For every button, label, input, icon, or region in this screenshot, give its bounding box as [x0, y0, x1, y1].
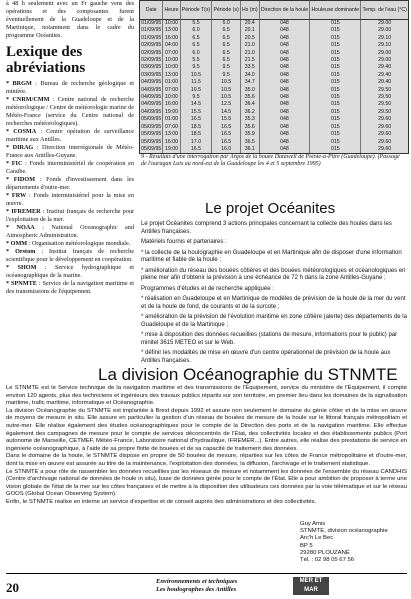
table-cell: 10:00	[163, 57, 180, 64]
lexicon-definition: : Fonds interministériel de coopération en Caraïbe.	[6, 160, 134, 175]
table-cell: 01/09/95	[141, 27, 162, 34]
table-cell: 02/09/95	[141, 57, 162, 64]
table-cell: 6.0	[180, 27, 212, 34]
table-row	[140, 87, 408, 94]
table-header-cell: Heure	[163, 1, 180, 20]
division-paragraph: La division Océanographie du STNMTE est implantée à Brest depuis 1992 et assure non seulement le domaine du génie côtier et de la mise en œuvre de moyens de mesure in situ. Elle assure en particulier la gestion d'un réseau de bouées de mesure de la houle sur le littoral français métropolitain et outre-mer. Elle réalise également des études océanographiques pour le compte de la Direction des ports et de la navigation maritime. Elle effectue également des campagnes de mesure pour le compte de services déconcentrés de l'État, des collectivités locales et des établissements publics (Port autonome de Marseille, CETMEF, Météo-France, Laboratoire national d'hydraulique, IFREMER...). Entre autres, elle réalise des prestations de service en ingénierie océanographique, à l'aide de sa propre flotte de bouées et de sa capacité de traitement des données.	[6, 407, 407, 452]
lexicon-item	[6, 248, 134, 264]
signature-line: Guy Amis	[300, 521, 326, 527]
table-header-cell: Date	[140, 1, 163, 20]
lexicon-abbr: * COSMA	[6, 128, 37, 135]
lexicon-definition: : Institut français de recherche pour l'exploitation de la mer.	[6, 208, 134, 223]
table-row	[140, 124, 408, 131]
table-cell: 07:00	[163, 50, 180, 57]
lexicon-abbr: * FRW	[6, 192, 27, 199]
table-cell: 16.5	[180, 116, 212, 123]
division-paragraph: Dans le domaine de la houle, le STNMTE dispose en propre de 50 bouées de mesure, réparties sur les côtes de France métropolitaine et d'outre-mer, dont la mise en œuvre est assurée au titre de la maintenance, l'exploitation des données, la diffusion, l'archivage et le traitement statistique.	[6, 453, 407, 467]
table-cell: 015	[310, 72, 361, 79]
table-cell: 29.40	[361, 72, 408, 79]
projet-paragraph: * amélioration de la prévision de l'évolution maritime en zone côtière (alerte) des départements de la Guadeloupe et de la Martinique ;	[141, 314, 407, 328]
table-header-cell: Direction de la houle	[259, 1, 310, 20]
lexicon-abbr: * DIRAG	[6, 144, 34, 151]
lexicon-definition: : Bureau de recherche géologique et minière.	[6, 80, 135, 95]
table-cell: 29.10	[361, 42, 408, 49]
table-cell: 015	[310, 124, 361, 131]
table-cell: 048	[259, 139, 310, 146]
table-cell: 21.0	[240, 42, 259, 49]
lexicon-list	[6, 80, 134, 296]
lexicon-definition: : Institut français de recherche scientifique pour le développement en coopération.	[6, 248, 134, 263]
table-cell: 29.50	[361, 101, 408, 108]
table-cell: 29.60	[361, 146, 408, 153]
table-cell: 03/09/95	[141, 71, 162, 78]
table-cell: 048	[259, 124, 310, 131]
projet-paragraph: * amélioration du réseau des bouées côtières et des bouées météorologiques et océanologiques en pleine mer afin d'obtenir la prévision à une échéance de 72 h dans la zone Antilles-Guyane ;	[141, 267, 406, 281]
table-row	[140, 57, 408, 64]
table-cell: 16:00	[163, 101, 180, 108]
table-cell: 20.4	[240, 20, 259, 28]
table-cell: 015	[310, 57, 361, 64]
table-cell: 9.5	[180, 94, 212, 101]
table-cell: 6.0	[180, 50, 212, 57]
table-cell: 015	[310, 94, 361, 101]
table-cell: 048	[259, 42, 310, 49]
table-cell: 35.0	[240, 87, 259, 94]
lexicon-abbr: * Orstom	[6, 248, 36, 255]
lexicon-abbr: * OMM	[6, 240, 28, 247]
logo-line-2: MAR	[304, 587, 318, 593]
projet-paragraph: Matériels fournis et partenaires :	[141, 239, 227, 245]
table-cell: 6.5	[212, 27, 241, 34]
table-cell: 9.5	[180, 64, 212, 71]
table-cell: 29.40	[361, 64, 408, 71]
projet-paragraph: * mise à disposition des données recueillies (stations de mesure, informations pour le public) par minitel 3615 METEO et sur le Web.	[141, 332, 398, 346]
lexicon-definition: : Fonds d'investissement dans les départements d'outre-mer.	[6, 176, 135, 191]
table-cell: 015	[310, 101, 361, 108]
table-cell: 33.5	[240, 64, 259, 71]
table-cell: 01/09/95	[141, 34, 162, 41]
table-cell: 36.1	[240, 146, 259, 153]
table-cell: 36.4	[240, 101, 259, 108]
table-cell: 10.5	[212, 79, 241, 86]
footer-line-1: Environnements et techniques	[156, 578, 238, 585]
lexicon-definition: : Centre national de recherche météorologique / Centre de météorologie marine de Météo-France (service du Centre national de recherches météorologiques).	[6, 96, 134, 127]
table-cell: 21.5	[240, 57, 259, 64]
table-cell: 07:00	[163, 124, 180, 131]
table-cell: 05/09/95	[141, 145, 162, 152]
lexicon-title: Lexique des abréviations	[6, 44, 86, 76]
table-cell: 20.5	[240, 35, 259, 42]
projet-paragraph: * définir les modalités de mise en œuvre d'un centre opérationnel de prévision de la houle aux Antilles françaises.	[141, 350, 391, 364]
table-cell: 02/09/95	[141, 42, 162, 49]
table-row	[140, 139, 408, 146]
table-cell: 048	[259, 57, 310, 64]
table-cell: 16.0	[212, 146, 241, 153]
table-cell: 05/09/95	[141, 138, 162, 145]
table-cell: 18.5	[180, 124, 212, 131]
table-cell: 015	[310, 64, 361, 71]
intro-text: à 48 h seulement avec un Fr gauche vens des opérations et des composantes furent éventuellement de la Guadeloupe et de la Martinique, notamment dans le cadre du programme Océanites.	[6, 0, 134, 39]
table-cell: 29.40	[361, 79, 408, 86]
table-cell: 048	[259, 87, 310, 94]
table-row	[140, 79, 408, 86]
section-title-projet: Le projet Océanites	[205, 200, 336, 217]
table-cell: 04/09/95	[141, 108, 162, 115]
table-cell: 03/09/95	[141, 64, 162, 71]
table-cell: 048	[259, 131, 310, 138]
table-row	[140, 20, 408, 28]
lexicon-item	[6, 240, 134, 248]
table-header-cell: Hs (m)	[240, 1, 259, 20]
table-row	[140, 131, 408, 138]
lexicon-item	[6, 96, 134, 128]
lexicon-abbr: * FIDOM	[6, 176, 36, 183]
table-cell: 07:00	[163, 87, 180, 94]
table-cell: 048	[259, 27, 310, 34]
table-cell: 16.5	[212, 124, 241, 131]
page-footer	[6, 573, 407, 599]
table-cell: 048	[259, 116, 310, 123]
table-cell: 18.5	[180, 131, 212, 138]
table-cell: 01:00	[163, 79, 180, 86]
table-cell: 048	[259, 109, 310, 116]
table-cell: 29.50	[361, 109, 408, 116]
table-cell: 29.60	[361, 139, 408, 146]
table-cell: 6.5	[212, 42, 241, 49]
footer-text	[156, 578, 237, 594]
table-cell: 34.0	[240, 72, 259, 79]
table-cell: 19:00	[163, 109, 180, 116]
table-cell: 04/09/95	[141, 101, 162, 108]
projet-body	[141, 221, 407, 368]
signature-line: Arc'h Le Bec	[300, 535, 334, 542]
logo-line-1: MER ET	[299, 578, 323, 584]
table-cell: 11.5	[180, 79, 212, 86]
table-cell: 29.60	[361, 131, 408, 138]
table-cell: 10.5	[212, 87, 241, 94]
table-cell: 04/09/95	[141, 86, 162, 93]
lexicon-definition: : Service hydrographique et océanographique de la marine.	[6, 264, 134, 279]
table-cell: 36.5	[240, 139, 259, 146]
data-table-frame	[139, 0, 409, 154]
lexicon-definition: : National Oceanographic and Atmospheric Administration.	[6, 224, 134, 239]
table-row	[140, 27, 408, 34]
table-cell: 01/09/95	[141, 20, 162, 26]
lexicon-item	[6, 264, 134, 280]
table-cell: 29.10	[361, 35, 408, 42]
table-cell: 13:00	[163, 27, 180, 34]
table-cell: 20.1	[240, 27, 259, 34]
table-cell: 015	[310, 79, 361, 86]
table-cell: 6.5	[212, 57, 241, 64]
table-cell: 015	[310, 27, 361, 34]
table-cell: 29.50	[361, 94, 408, 101]
table-cell: 6.5	[180, 42, 212, 49]
signature-line: 29280 PLOUZANÉ	[300, 549, 350, 556]
table-cell: 19:00	[163, 146, 180, 153]
table-header-cell: Période T(s)	[180, 1, 212, 20]
table-cell: 16:00	[163, 139, 180, 146]
table-row	[140, 35, 408, 42]
author-signature	[300, 521, 410, 564]
table-cell: 9.5	[212, 72, 241, 79]
table-cell: 6.5	[212, 50, 241, 57]
table-cell: 29.50	[361, 87, 408, 94]
lexicon-item	[6, 224, 134, 240]
table-cell: 05/09/95	[141, 116, 162, 123]
table-row	[140, 42, 408, 49]
table-header-cell: Période (s)	[212, 1, 241, 20]
lexicon-definition: : Direction interrégionale de Météo-France aux Antilles-Guyane.	[6, 144, 135, 159]
table-cell: 01:00	[163, 116, 180, 123]
table-cell: 10:00	[163, 20, 180, 28]
table-header-cell: Houleuse dominante	[310, 1, 361, 20]
table-cell: 048	[259, 20, 310, 28]
table-cell: 5.5	[180, 57, 212, 64]
table-header-row	[140, 1, 408, 20]
table-cell: 048	[259, 50, 310, 57]
table-cell: 10.5	[180, 72, 212, 79]
table-cell: 35.3	[240, 116, 259, 123]
signature-line: Tél. : 02 98 05 67 56	[300, 557, 355, 564]
table-cell: 048	[259, 146, 310, 153]
table-cell: 015	[310, 139, 361, 146]
lexicon-item	[6, 144, 134, 160]
table-cell: 6.5	[212, 35, 241, 42]
table-cell: 04/09/95	[141, 94, 162, 101]
table-row	[140, 116, 408, 123]
table-cell: 21.0	[240, 50, 259, 57]
table-cell: 13:00	[163, 131, 180, 138]
table-cell: 10:00	[163, 64, 180, 71]
table-cell: 12.5	[212, 101, 241, 108]
table-cell: 04:00	[163, 42, 180, 49]
lexicon-definition: : Organisation météorologique mondiale.	[28, 240, 131, 247]
table-cell: 015	[310, 35, 361, 42]
table-cell: 015	[310, 20, 361, 28]
table-cell: 15.5	[212, 116, 241, 123]
left-column	[6, 0, 134, 296]
table-row	[140, 94, 408, 101]
table-cell: 17.0	[180, 139, 212, 146]
table-cell: 05/09/95	[141, 131, 162, 138]
table-cell: 34.7	[240, 79, 259, 86]
table-row	[140, 64, 408, 71]
table-cell: 9.5	[212, 64, 241, 71]
table-cell: 048	[259, 35, 310, 42]
table-cell: 29.00	[361, 20, 408, 28]
buoy-data-table	[140, 1, 408, 153]
table-cell: 015	[310, 50, 361, 57]
table-cell: 6.0	[212, 20, 241, 28]
publication-logo	[293, 577, 329, 595]
table-cell: 048	[259, 72, 310, 79]
section-title-division: La division Océanographie du STNMTE	[98, 365, 398, 384]
table-cell: 29.60	[361, 124, 408, 131]
table-row	[140, 72, 408, 79]
table-cell: 10.5	[212, 94, 241, 101]
table-cell: 015	[310, 146, 361, 153]
projet-paragraph: Programmes d'études et de recherche appliquée :	[141, 285, 274, 292]
lexicon-abbr: * IFREMER	[6, 208, 41, 215]
table-header-cell: Temp. de l'eau (°C)	[361, 1, 408, 20]
table-cell: 015	[310, 131, 361, 138]
table-cell: 048	[259, 101, 310, 108]
lexicon-abbr: * NOAA	[6, 224, 35, 231]
lexicon-item	[6, 208, 134, 224]
table-body	[140, 20, 408, 154]
table-cell: 16.5	[212, 131, 241, 138]
projet-paragraph: * réalisation en Guadeloupe et en Martinique de modèles de prévision de la houle de la mer du vent et de la houle de fond, de courants et de la surcote ;	[141, 296, 406, 310]
table-cell: 015	[310, 109, 361, 116]
table-cell: 14.5	[212, 109, 241, 116]
lexicon-abbr: * SPNMTE	[6, 280, 37, 287]
table-cell: 29.00	[361, 57, 408, 64]
projet-paragraph: Le projet Océanites comprend 3 actions principales concernant la collecte des houles dans les Antilles françaises.	[141, 221, 392, 235]
table-cell: 10:00	[163, 94, 180, 101]
page-number: 20	[6, 580, 19, 595]
table-cell: 35.9	[240, 131, 259, 138]
table-cell: 6.5	[180, 35, 212, 42]
table-cell: 05/09/95	[141, 123, 162, 130]
signature-line: BP 5	[300, 542, 313, 549]
table-cell: 048	[259, 79, 310, 86]
lexicon-item	[6, 192, 134, 208]
projet-paragraph: * la collecte de la houlographie en Guadeloupe et en Martinique afin de disposer d'une information maritime et fiable de la houle ;	[141, 249, 402, 263]
lexicon-item	[6, 176, 134, 192]
lexicon-abbr: * SHOM	[6, 264, 37, 271]
table-cell: 16.5	[212, 139, 241, 146]
table-cell: 04/09/95	[141, 79, 162, 86]
table-cell: 5.5	[180, 20, 212, 28]
table-row	[140, 101, 408, 108]
table-row	[140, 50, 408, 57]
table-row	[140, 109, 408, 116]
lexicon-item	[6, 280, 134, 296]
lexicon-item	[6, 128, 134, 144]
table-cell: 14.5	[180, 101, 212, 108]
table-cell: 36.2	[240, 109, 259, 116]
division-body	[6, 385, 407, 507]
table-row	[140, 146, 408, 153]
lexicon-abbr: * CNRM/CMM	[6, 96, 50, 103]
table-caption: 9 - Résultats d'une interrogation par Argos de la bouée Datawell de Pointe-à-Pitre (Guadeloupe). (Passage de l'ouragan Luis au nord-est de la Guadeloupe les 4 et 5 septembre 1995)	[141, 154, 400, 167]
footer-line-2: Les houlographes des Antilles	[156, 586, 237, 593]
table-cell: 15.5	[180, 109, 212, 116]
table-cell: 015	[310, 42, 361, 49]
table-cell: 048	[259, 94, 310, 101]
signature-line: STNMTE, division océanographie	[300, 528, 388, 535]
lexicon-abbr: * FIC	[6, 160, 23, 167]
table-cell: 015	[310, 116, 361, 123]
table-cell: 35.6	[240, 124, 259, 131]
table-cell: 10.5	[180, 87, 212, 94]
table-cell: 13:00	[163, 72, 180, 79]
division-paragraph: Enfin, le STNMTE réalise en interne un service d'expertise et de conseil auprès des administrations et des collectivités.	[6, 498, 317, 505]
lexicon-abbr: * BRGM	[6, 80, 32, 87]
division-paragraph: Le STNMTE est le Service technique de la navigation maritime et des transmissions de l'Équipement, service du ministère de l'Équipement, il compte environ 120 agents, plus des techniciens et ingénieurs des travaux publics répartis sur son territoire, en premier lieu dans les domaines de la signalisation maritime, trafic maritime, informatique et Océanographie.	[6, 385, 407, 407]
lexicon-definition: : Centre opération de surveillance maritime aux Antilles.	[6, 128, 134, 143]
lexicon-item	[6, 80, 134, 96]
table-cell: 29.00	[361, 50, 408, 57]
lexicon-definition: : Fonds interministériel pour la mise en œuvre.	[6, 192, 135, 207]
table-cell: 015	[310, 87, 361, 94]
table-cell: 29.60	[361, 116, 408, 123]
table-cell: 048	[259, 64, 310, 71]
lexicon-item	[6, 160, 134, 176]
table-cell: 16.5	[180, 146, 212, 153]
division-paragraph: Le STNMTE a pour rôle de rassembler les données recueillies par les réseaux de mesure et notamment les données de l'ensemble du réseau CANDHIS (Centre d'archivage national de données de houle in situ), base de données gérée pour le compte de l'État. Elle a pour ambition de proposer à terme une vision globale de l'état de la mer sur les côtes françaises et de mettre à la disposition des utilisateurs ces données par la voie télématique et sur le réseau GOOS (Global Ocean Observing System).	[6, 468, 407, 498]
table-cell: 29.00	[361, 27, 408, 34]
table-cell: 02/09/95	[141, 49, 162, 56]
table-cell: 35.6	[240, 94, 259, 101]
lexicon-definition: : Service de la navigation maritime et des transmissions de l'équipement.	[6, 280, 135, 295]
table-cell: 16:00	[163, 35, 180, 42]
